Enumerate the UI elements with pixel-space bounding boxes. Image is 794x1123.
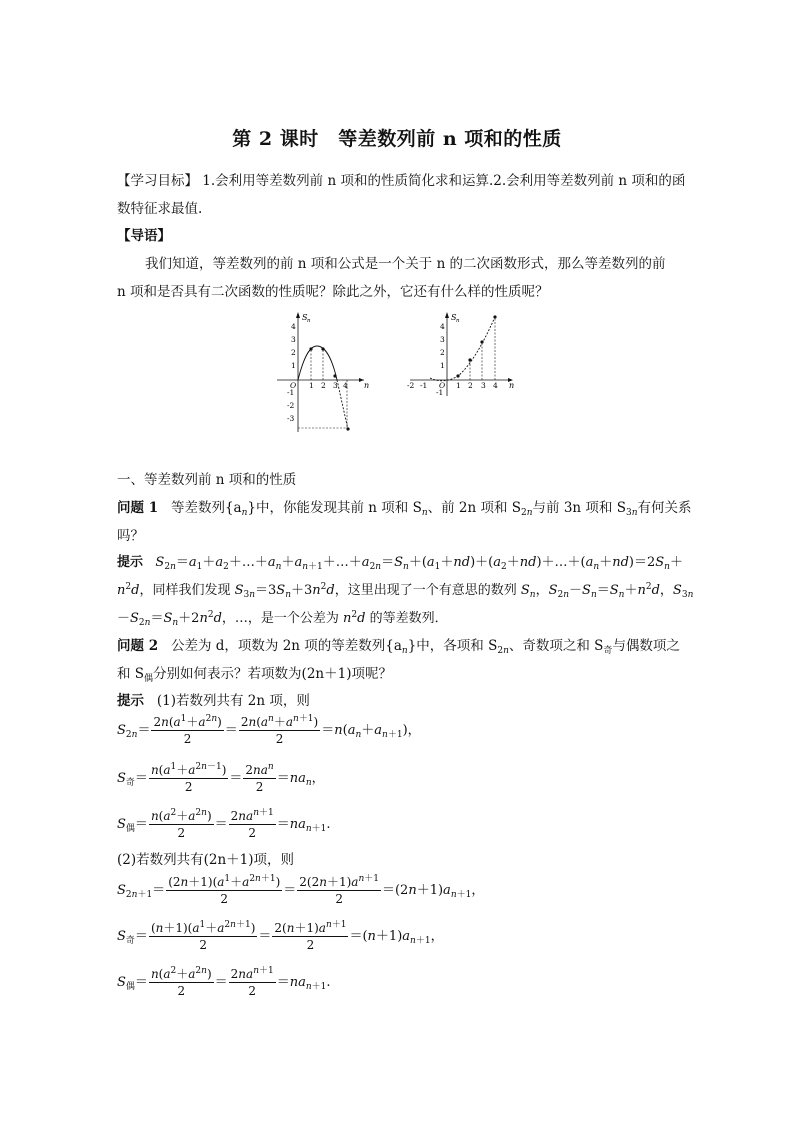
left-xtick-3: 3 (333, 381, 338, 390)
q2-text-3: 、奇数项之和 S (508, 638, 604, 654)
q2-text-1: 公差为 d，项数为 2n 项的等差数列{a (170, 638, 402, 654)
left-ytick-neg2: -2 (287, 401, 295, 410)
left-xtick-4: 4 (343, 381, 348, 390)
q2-label: 问题 2 (117, 638, 159, 654)
left-xtick-2: 2 (321, 381, 326, 390)
q1-text-5: 有何关系 (637, 500, 692, 516)
left-graph (277, 312, 369, 432)
right-point-2 (468, 358, 471, 361)
intro-line-2: n 项和是否具有二次函数的性质呢？除此之外，它还有什么样的性质呢？ (117, 284, 549, 300)
right-ytick-2: 2 (440, 348, 445, 357)
objectives-label: 【学习目标】 (117, 173, 198, 189)
q2-odd-sub: 奇 (603, 646, 613, 656)
right-ytick-neg1: -1 (436, 388, 444, 397)
left-ytick-1: 1 (291, 361, 296, 370)
right-origin: O (439, 381, 446, 390)
left-ytick-2: 2 (291, 348, 296, 357)
right-y-arrow-icon (445, 312, 449, 318)
right-y-label: S (451, 313, 457, 322)
eq-s-odd-2: $S_奇=$ $\frac{(n+1)(a^1+a^{2n+1})}{2}$ ＝ $\frac{2(n+1)a^{n+1}}{2}$ $=(n+1)a_{n+1}$， (117, 920, 444, 952)
q2-text-5: 和 S (117, 666, 145, 682)
left-ytick-4: 4 (291, 322, 296, 331)
left-y-arrow-icon (296, 312, 300, 318)
right-xtick-3: 3 (481, 381, 486, 390)
hint1-line-2: $n^2d$，同样我们发现 $S_{3n}=3S_n+3n^2d$，这里出现了一个有意思的数列 $S_n$，$S_{2n}-S_n=S_n+n^2d$，$S_{3n}$ (117, 582, 694, 600)
hint1-line-3: $-S_{2n}=S_n+2n^2d$，…，是一个公差为 $n^2d$ 的等差数列． (117, 610, 448, 628)
eq-s-even: $S_偶=$ $\frac{n(a^2+a^{2n})}{2}$ ＝ $\frac{2na^{n+1}}{2}$ $=na_{n+1}$. (117, 808, 331, 840)
left-point-3 (333, 374, 336, 377)
hint2-case1: (1)若数列共有 2n 项，则 (156, 693, 310, 709)
left-point-4 (346, 427, 349, 430)
left-xtick-1: 1 (309, 381, 314, 390)
left-origin: O (290, 381, 297, 390)
left-curve-solid (298, 346, 337, 380)
q2-line-1: 问题 2 公差为 d，项数为 2n 项的等差数列$\{a_n\}$中，各项和 $S_{2n}$、奇数项之和 $S_奇$与偶数项之 (117, 638, 680, 656)
q2-text-2: }中，各项和 S (407, 638, 498, 654)
right-point-1 (456, 374, 459, 377)
eq-s2n1: $S_{2n+1}=$ $\frac{(2n+1)(a^1+a^{2n+1})}{2}$ ＝ $\frac{2(2n+1)a^{n+1}}{2}$ $=(2n+1)a_{n+1}$， (117, 874, 485, 906)
left-y-label: S (302, 313, 308, 322)
intro-label: 【导语】 (117, 228, 171, 244)
hint2-case2: (2)若数列共有(2n＋1)项，则 (117, 852, 295, 868)
left-ytick-neg3: -3 (287, 414, 295, 423)
q1-line-1: 问题 1 等差数列$\{a_n\}$中，你能发现其前 n 项和 $S_n$、前 2n 项和 $S_{2n}$与前 3n 项和 $S_{3n}$有何关系 (117, 500, 692, 518)
eq-s-even-2: $S_偶=$ $\frac{n(a^2+a^{2n})}{2}$ ＝ $\frac{2na^{n+1}}{2}$ $=na_{n+1}$. (117, 966, 331, 998)
left-point-1 (309, 347, 312, 350)
left-point-2 (321, 347, 324, 350)
hint2-label: 提示 (117, 693, 144, 709)
right-ytick-4: 4 (440, 322, 445, 331)
q2-even-sub: 偶 (144, 674, 154, 684)
q2-text-6: 分别如何表示？若项数为(2n＋1)项呢？ (153, 666, 392, 682)
objectives-line-1 (117, 171, 687, 191)
page-title: 第 2 课时 等差数列前 n 项和的性质 (232, 128, 562, 150)
hint2-line-1 (117, 691, 687, 711)
right-point-4 (493, 315, 496, 318)
left-x-label: n (364, 381, 370, 390)
hint1-line-1: 提示 $S_{2n}=a_1+a_2+\dots+a_n+a_{n+1}+\dots+a_{2n}=S_n+(a_1+nd)+(a_2+nd)+\dots+(a_n+nd)=2S_n+$ (117, 555, 683, 572)
eq-s-odd: $S_奇=$ $\frac{n(a^1+a^{2n-1})}{2}$ ＝ $\frac{2na^n}{2}$ $=na_n$， (117, 762, 325, 794)
intro-line-1: 我们知道，等差数列的前 n 项和公式是一个关于 n 的二次函数形式，那么等差数列的前 (145, 256, 666, 272)
right-point-3 (480, 340, 483, 343)
q1-label: 问题 1 (117, 500, 159, 516)
left-ytick-3: 3 (291, 335, 296, 344)
right-xtick-neg1: -1 (420, 381, 428, 390)
right-ytick-3: 3 (440, 335, 445, 344)
q1-text-1: 等差数列{a (170, 500, 242, 516)
q2-text-4: 与偶数项之 (612, 638, 680, 654)
q2-line-2 (117, 664, 687, 684)
right-x-label: n (509, 381, 515, 390)
q1-line-2: 吗？ (117, 528, 144, 544)
left-ytick-neg1: -1 (287, 388, 295, 397)
right-xtick-4: 4 (493, 381, 498, 390)
q1-text-3: 、前 2n 项和 S (427, 500, 522, 516)
objectives-text-1: 1.会利用等差数列前 n 项和的性质简化求和运算.2.会利用等差数列前 n 项和的函 (202, 173, 686, 189)
right-xtick-1: 1 (456, 381, 461, 390)
right-ytick-1: 1 (440, 361, 445, 370)
right-xtick-neg2: -2 (407, 381, 415, 390)
q1-text-2: }中，你能发现其前 n 项和 S (247, 500, 422, 516)
sn-graphs (270, 308, 530, 436)
objectives-line-2: 数特征求最值. (117, 201, 203, 217)
hint1-label: 提示 (117, 555, 144, 570)
section-heading: 一、等差数列前 n 项和的性质 (117, 472, 297, 488)
right-graph (407, 312, 514, 397)
right-xtick-2: 2 (468, 381, 473, 390)
eq-s2n: $S_{2n}=$ $\frac{2n(a^1+a^{2n})}{2}$ ＝ $\frac{2n(a^n+a^{n+1})}{2}$ $=n(a_n+a_{n+1})$， (117, 714, 421, 746)
left-y-label-sub: n (307, 318, 311, 324)
right-y-label-sub: n (456, 318, 460, 324)
q1-text-4: 与前 3n 项和 S (532, 500, 626, 516)
